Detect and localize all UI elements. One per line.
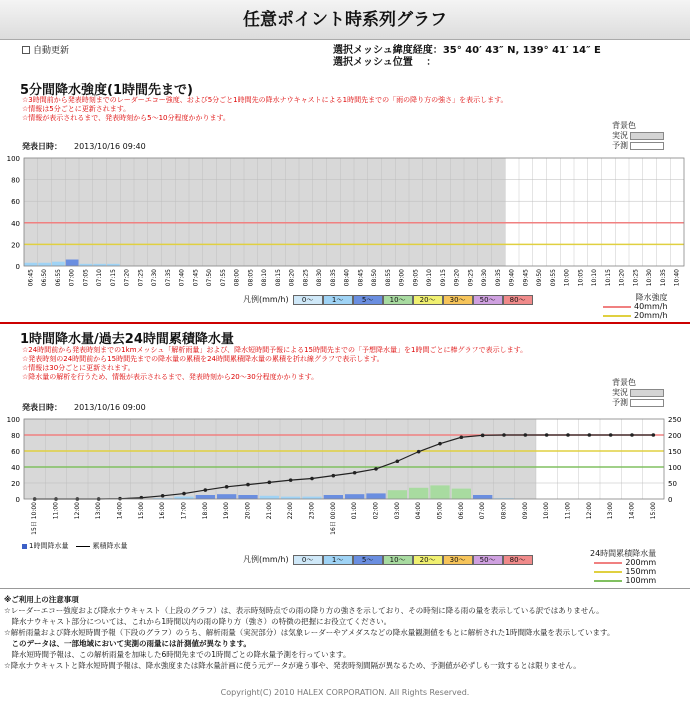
bar [430, 485, 449, 499]
x-tick: 06:45 [27, 269, 35, 287]
x-tick: 13:00 [95, 502, 103, 520]
x-tick: 16日 00:00 [329, 502, 337, 535]
section2-note: ☆24時間前から発表時刻までの1kmメッシュ「解析雨量」および、降水短時間予報による15時間先までの「予想降水量」を1時間ごとに棒グラフで表示します。 [22, 346, 528, 354]
cumulative-point [246, 483, 250, 487]
bg-title: 背景色 [612, 378, 636, 387]
x-tick: 14:00 [116, 502, 124, 520]
line-swatch [603, 306, 631, 308]
x-tick: 08:40 [343, 269, 351, 287]
mesh-latlon-value: 35° 40′ 43″ N, 139° 41′ 14″ E [442, 45, 601, 56]
y-tick: 0 [15, 496, 20, 504]
x-tick: 07:05 [82, 269, 90, 287]
x-tick: 10:05 [577, 269, 585, 287]
bg-forecast-label: 予測 [612, 398, 628, 407]
legend-cell: 5～ [353, 295, 383, 305]
legend-cell: 0～ [293, 555, 323, 565]
x-tick: 12:00 [73, 502, 81, 520]
legend-cell: 80～ [503, 555, 533, 565]
x-tick: 07:00 [479, 502, 487, 520]
y-tick: 0 [15, 263, 20, 271]
x-tick: 10:00 [563, 269, 571, 287]
x-tick: 14:00 [628, 502, 636, 520]
bg-forecast-label: 予測 [612, 141, 628, 150]
y-tick: 60 [11, 198, 20, 207]
y-tick: 20 [11, 241, 20, 250]
legend-cell: 30～ [443, 295, 473, 305]
y-tick: 80 [11, 176, 20, 185]
x-tick: 02:00 [372, 502, 380, 520]
cumulative-point [630, 433, 634, 437]
section1-note: ☆3時間前から発表時刻までのレーダーエコー強度、および5分ごと1時間先の降水ナウキャストによる1時間先までの「雨の降り方の強さ」を表示します。 [22, 96, 508, 104]
x-tick: 07:15 [109, 269, 117, 287]
section2-title: 1時間降水量/過去24時間累積降水量 [20, 332, 234, 347]
auto-update-checkbox[interactable] [22, 46, 30, 54]
cumulative-point [524, 433, 528, 437]
cumulative-point [204, 488, 208, 492]
x-tick: 08:35 [329, 269, 337, 287]
x-tick: 08:45 [357, 269, 365, 287]
x-tick: 10:35 [659, 269, 667, 287]
y-tick: 100 [6, 155, 20, 163]
bar [409, 488, 428, 499]
x-tick: 09:00 [521, 502, 529, 520]
cumulative-point [374, 467, 378, 471]
bar [38, 263, 51, 266]
legend-label: 凡例(mm/h) [243, 295, 289, 304]
pub-label: 発表日時： [22, 403, 62, 412]
cumulative-point [332, 474, 336, 478]
notice-item: 降水ナウキャスト部分については、これから1時間以内の雨の降り方（強さ）の特徴の把握にお役立てください。 [4, 617, 392, 626]
notice-item: 降水短時間予報は、この解析雨量を加味した6時間先までの1時間ごとの降水量予測を行っています。 [4, 650, 351, 659]
x-tick: 13:00 [607, 502, 615, 520]
cumulative-point [545, 433, 549, 437]
section2-note: ☆発表時刻の24時間前から15時間先までの降水量の累積を24時間累積降水量の累積を折れ線グラフで表示します。 [22, 355, 384, 363]
x-tick: 06:00 [457, 502, 465, 520]
notice-item: ☆レーダーエコー強度および降水ナウキャスト（上段のグラフ）は、表示時刻時点での雨の降り方の強さを示しており、その時刻に降る雨の量を表示している訳ではありません。 [4, 606, 604, 615]
section2-line-legend [590, 549, 656, 585]
bar [238, 495, 257, 499]
cumulative-point [460, 435, 464, 439]
section1-pub [22, 141, 146, 152]
x-tick: 08:00 [233, 269, 241, 287]
x-tick: 03:00 [393, 502, 401, 520]
x-tick: 10:20 [618, 269, 626, 287]
series2-label: 累積降水量 [92, 542, 128, 550]
x-tick: 10:30 [646, 269, 654, 287]
x-tick: 08:30 [316, 269, 324, 287]
bg-actual-label: 実況 [612, 388, 628, 397]
y2-tick: 50 [668, 480, 677, 488]
y2-tick: 100 [668, 464, 682, 472]
section1-line-legend [603, 293, 668, 320]
bar [217, 494, 236, 499]
y2-tick: 250 [668, 416, 682, 424]
bar [366, 493, 385, 499]
legend-cell: 5～ [353, 555, 383, 565]
notice-title: ※ご利用上の注意事項 [4, 595, 79, 604]
x-tick: 09:55 [549, 269, 557, 287]
bar [52, 262, 65, 266]
pub-time: 2013/10/16 09:00 [74, 403, 146, 412]
bar [324, 495, 343, 499]
x-tick: 22:00 [287, 502, 295, 520]
series1-label: 1時間降水量 [29, 542, 69, 550]
line-swatch [594, 562, 622, 564]
mesh-position-label: 選択メッシュ位置 ： [333, 57, 437, 68]
x-tick: 20:00 [244, 502, 252, 520]
forecast-bg [505, 158, 684, 266]
x-tick: 09:45 [522, 269, 530, 287]
bar [473, 495, 492, 499]
section2-note: ☆降水量の解析を行うため、情報が表示されるまで、発表時刻から20～30分程度かかります。 [22, 373, 319, 381]
x-tick: 21:00 [265, 502, 273, 520]
bar [388, 490, 407, 499]
x-tick: 08:55 [384, 269, 392, 287]
section1-bg-legend [612, 121, 664, 151]
x-tick: 09:10 [426, 269, 434, 287]
x-tick: 10:00 [543, 502, 551, 520]
section1-note: ☆情報が表示されるまで、発表時刻から5～10分程度かかります。 [22, 114, 230, 122]
x-tick: 08:15 [274, 269, 282, 287]
line-marker-swatch [76, 546, 90, 547]
pub-label: 発表日時： [22, 142, 62, 151]
x-tick: 08:50 [371, 269, 379, 287]
x-tick: 19:00 [223, 502, 231, 520]
x-tick: 08:05 [247, 269, 255, 287]
x-tick: 23:00 [308, 502, 316, 520]
x-tick: 10:15 [604, 269, 612, 287]
bar [345, 494, 364, 499]
cumulative-point [182, 492, 186, 496]
x-tick: 09:30 [481, 269, 489, 287]
pub-time: 2013/10/16 09:40 [74, 142, 146, 151]
line-label: 40mm/h [634, 302, 668, 311]
legend-cell: 30～ [443, 555, 473, 565]
x-tick: 17:00 [180, 502, 188, 520]
section1-notes [22, 96, 508, 123]
section2-legend [243, 554, 533, 565]
x-tick: 07:10 [96, 269, 104, 287]
actual-bg [24, 158, 505, 266]
line-label: 100mm [625, 576, 657, 585]
bg-forecast-swatch [630, 142, 664, 150]
intensity-chart [0, 154, 690, 294]
copyright: Copyright(C) 2010 HALEX CORPORATION. All Rights Reserved. [220, 688, 470, 697]
x-tick: 07:40 [178, 269, 186, 287]
x-tick: 08:25 [302, 269, 310, 287]
x-tick: 07:55 [219, 269, 227, 287]
x-tick: 07:35 [164, 269, 172, 287]
x-tick: 01:00 [351, 502, 359, 520]
x-tick: 15日 10:00 [31, 502, 39, 535]
x-tick: 15:00 [137, 502, 145, 520]
y-tick: 60 [11, 448, 20, 456]
x-tick: 04:00 [415, 502, 423, 520]
x-tick: 06:55 [54, 269, 62, 287]
bar [196, 495, 215, 499]
x-tick: 09:50 [536, 269, 544, 287]
section1-note: ☆情報は5分ごとに更新されます。 [22, 105, 131, 113]
x-tick: 18:00 [201, 502, 209, 520]
section2-pub [22, 402, 146, 413]
x-tick: 08:20 [288, 269, 296, 287]
bar [66, 260, 79, 266]
notice-divider [0, 588, 690, 589]
x-tick: 12:00 [585, 502, 593, 520]
cumulative-point [588, 433, 592, 437]
cumulative-point [502, 433, 506, 437]
x-tick: 09:00 [398, 269, 406, 287]
line-legend-title: 降水強度 [635, 293, 668, 302]
y2-tick: 200 [668, 432, 682, 440]
legend-cell: 20～ [413, 295, 443, 305]
legend-cell: 10～ [383, 295, 413, 305]
y-tick: 100 [6, 416, 20, 424]
legend-cell: 10～ [383, 555, 413, 565]
x-tick: 15:00 [649, 502, 657, 520]
x-tick: 09:20 [453, 269, 461, 287]
y2-tick: 0 [668, 496, 673, 504]
legend-label: 凡例(mm/h) [243, 555, 289, 564]
cumulative-point [225, 485, 229, 489]
x-tick: 07:00 [68, 269, 76, 287]
section2-bg-legend [612, 378, 664, 408]
legend-cell: 1～ [323, 555, 353, 565]
x-tick: 11:00 [564, 502, 572, 520]
legend-cell: 50～ [473, 555, 503, 565]
notice-section [0, 594, 690, 671]
x-tick: 08:00 [500, 502, 508, 520]
bar-swatch [22, 544, 27, 549]
precip-chart [0, 414, 690, 539]
cumulative-point [566, 433, 570, 437]
y-tick: 20 [11, 480, 20, 488]
cumulative-point [310, 477, 314, 481]
mesh-latlon-label: 選択メッシュ緯度経度： [333, 45, 443, 56]
bar [452, 489, 471, 499]
line-legend-title: 24時間累積降水量 [590, 549, 657, 558]
x-tick: 07:30 [151, 269, 159, 287]
cumulative-point [417, 450, 421, 454]
x-tick: 07:45 [192, 269, 200, 287]
bg-actual-swatch [630, 132, 664, 140]
x-tick: 10:10 [591, 269, 599, 287]
line-swatch [603, 315, 631, 317]
page-title: 任意ポイント時系列グラフ [0, 0, 690, 40]
x-tick: 09:35 [494, 269, 502, 287]
notice-item: ☆解析雨量および降水短時間予報（下段のグラフ）のうち、解析雨量（実況部分）は気象レーダーやアメダスなどの降水量観測値をもとに解析された1時間降水量を表示しています。 [4, 628, 615, 637]
line-label: 150mm [625, 567, 657, 576]
line-swatch [594, 571, 622, 573]
cumulative-point [353, 471, 357, 475]
x-tick: 16:00 [159, 502, 167, 520]
x-tick: 05:00 [436, 502, 444, 520]
bar [260, 496, 279, 499]
cumulative-point [438, 442, 442, 446]
x-tick: 09:15 [439, 269, 447, 287]
x-tick: 10:25 [632, 269, 640, 287]
x-tick: 09:05 [412, 269, 420, 287]
x-tick: 10:40 [673, 269, 681, 287]
legend-cell: 50～ [473, 295, 503, 305]
x-tick: 06:50 [41, 269, 49, 287]
y-tick: 40 [11, 219, 20, 228]
x-tick: 11:00 [52, 502, 60, 520]
section2-note: ☆情報は30分ごとに更新されます。 [22, 364, 135, 372]
auto-update-label: 自動更新 [33, 46, 70, 56]
bg-forecast-swatch [630, 399, 664, 407]
x-tick: 09:25 [467, 269, 475, 287]
legend-cell: 1～ [323, 295, 353, 305]
x-tick: 07:20 [123, 269, 131, 287]
y-tick: 40 [11, 464, 20, 472]
section1-title: 5分間降水強度(1時間先まで) [20, 83, 193, 98]
cumulative-point [289, 478, 293, 482]
bg-actual-swatch [630, 389, 664, 397]
legend-cell: 80～ [503, 295, 533, 305]
y-tick: 80 [11, 432, 20, 440]
line-label: 20mm/h [634, 311, 668, 320]
section1-legend [243, 294, 533, 305]
section-divider [0, 322, 690, 324]
x-tick: 07:50 [206, 269, 214, 287]
line-swatch [594, 580, 622, 582]
bar [25, 263, 38, 266]
cumulative-point [652, 433, 656, 437]
cumulative-point [396, 459, 400, 463]
line-label: 200mm [625, 558, 657, 567]
x-tick: 09:40 [508, 269, 516, 287]
x-tick: 08:10 [261, 269, 269, 287]
x-tick: 07:25 [137, 269, 145, 287]
cumulative-point [268, 481, 272, 485]
bg-actual-label: 実況 [612, 131, 628, 140]
legend-cell: 0～ [293, 295, 323, 305]
cumulative-point [609, 433, 613, 437]
cumulative-point [481, 434, 485, 438]
legend-cell: 20～ [413, 555, 443, 565]
cumulative-point [161, 494, 165, 498]
mesh-info [333, 45, 601, 69]
series-legend [22, 541, 127, 551]
y2-tick: 150 [668, 448, 682, 456]
section2-notes [22, 346, 527, 382]
bg-title: 背景色 [612, 121, 636, 130]
auto-update-toggle[interactable] [22, 43, 69, 56]
notice-item: このデータは、一部地域において実測の雨量には計測値が異なります。 [4, 639, 251, 648]
notice-item: ☆降水ナウキャストと降水短時間予報は、降水強度または降水量計画に使う元データが違う事や、発表時刻間隔が異なるため、予測値が必ずしも一致するとは限りません。 [4, 661, 581, 670]
